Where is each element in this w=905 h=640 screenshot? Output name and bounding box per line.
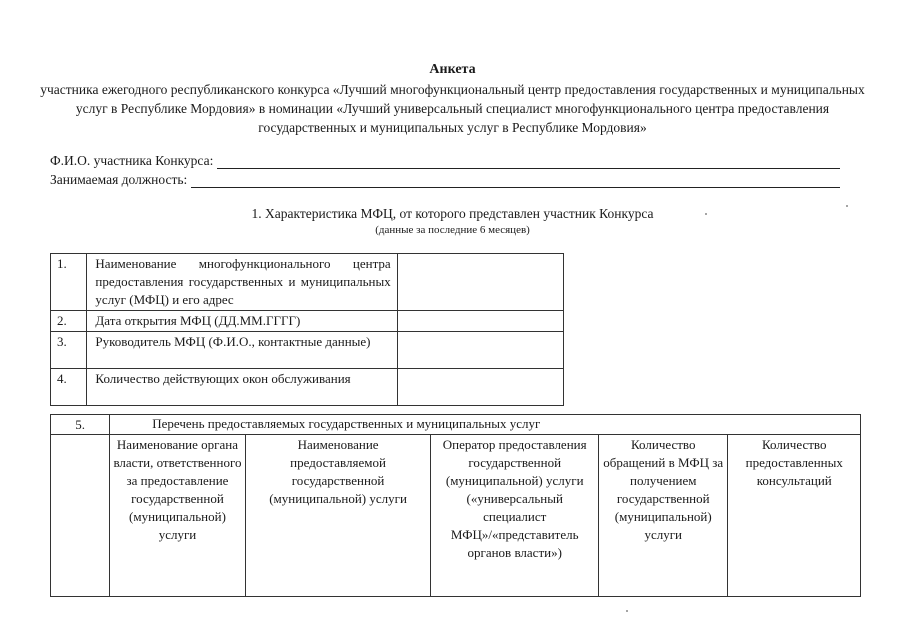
row-number: 2. [51, 311, 87, 332]
table-row [51, 254, 564, 311]
column-header-requests-count: Количество обращений в МФЦ за получением государственной (муниципальной) услуги [599, 435, 728, 597]
document-title: Анкета [429, 62, 476, 77]
row-number: 4. [51, 369, 87, 406]
table-row [51, 332, 564, 369]
fio-field [50, 153, 840, 169]
fio-label: Ф.И.О. участника Конкурса: [50, 153, 214, 168]
column-header-service-name: Наименование предоставляемой государственной (муниципальной) услуги [245, 435, 431, 597]
row-value-cell[interactable] [397, 332, 563, 369]
table-row [51, 369, 564, 406]
table-row [51, 435, 861, 597]
table-row [51, 311, 564, 332]
column-header-authority: Наименование органа власти, ответственного за предоставление государственной (муниципальной) услуги [110, 435, 246, 597]
empty-cell[interactable] [51, 435, 110, 597]
scan-speck [846, 205, 848, 207]
row-value-cell[interactable] [397, 311, 563, 332]
section1-note: (данные за последние 6 месяцев) [375, 224, 530, 236]
fio-blank-line[interactable] [217, 156, 840, 169]
scan-speck [705, 213, 707, 215]
row-label: Дата открытия МФЦ (ДД.ММ.ГГГГ) [87, 311, 397, 332]
services-list-table [50, 414, 861, 597]
section5-number: 5. [51, 415, 110, 435]
position-label: Занимаемая должность: [50, 172, 188, 187]
document-subtitle: участника ежегодного республиканского конкурса «Лучший многофункциональный центр предоставления государственных и муниципальных услуг в Республике Мордовия» в номинации «Лучший универсальный специалист многофункционального центра предоставления государственных и муниципальных услуг в Республике Мордовия» [40, 82, 865, 135]
scan-speck [626, 610, 628, 612]
row-label: Руководитель МФЦ (Ф.И.О., контактные данные) [87, 332, 397, 369]
column-header-operator: Оператор предоставления государственной (муниципальной) услуги («универсальный специалист МФЦ»/«представитель органов власти») [431, 435, 599, 597]
position-blank-line[interactable] [191, 175, 840, 188]
row-number: 3. [51, 332, 87, 369]
row-label: Наименование многофункционального центра предоставления государственных и муниципальных услуг (МФЦ) и его адрес [87, 254, 397, 311]
section1-title: 1. Характеристика МФЦ, от которого представлен участник Конкурса [251, 206, 654, 221]
position-field [50, 172, 840, 188]
column-header-consultations-count: Количество предоставленных консультаций [728, 435, 861, 597]
table-header-row [51, 415, 861, 435]
section5-heading: Перечень предоставляемых государственных и муниципальных услуг [110, 415, 861, 435]
row-value-cell[interactable] [397, 369, 563, 406]
mfc-characteristics-table [50, 253, 564, 406]
row-number: 1. [51, 254, 87, 311]
row-label: Количество действующих окон обслуживания [87, 369, 397, 406]
row-value-cell[interactable] [397, 254, 563, 311]
